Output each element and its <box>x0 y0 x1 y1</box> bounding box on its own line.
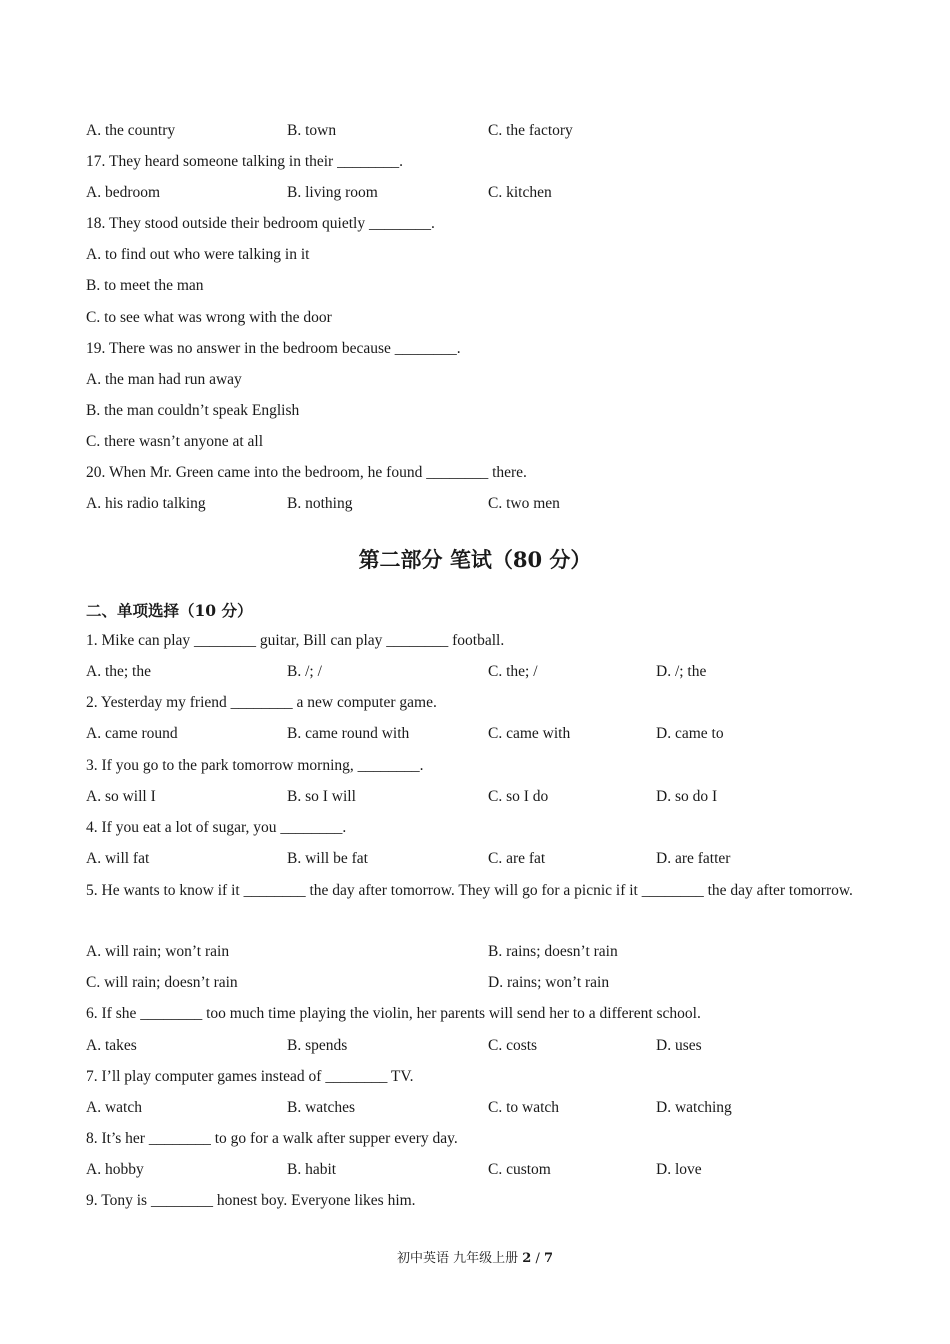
question-1-option-b: B. /; / <box>287 663 322 680</box>
page-footer <box>0 1247 950 1266</box>
question-8-option-b: B. habit <box>287 1161 337 1178</box>
question-8-option-a: A. hobby <box>86 1161 144 1178</box>
question-7-option-d: D. watching <box>656 1099 732 1116</box>
question-3-option-c: C. so I do <box>488 788 549 805</box>
question-1-option-a: A. the; the <box>86 663 151 680</box>
q16-option-c: C. the factory <box>488 122 573 139</box>
question-2-option-a: A. came round <box>86 725 178 742</box>
question-5-option-d: D. rains; won’t rain <box>488 974 610 991</box>
question-4-option-c: C. are fat <box>488 850 546 867</box>
q20-option-c: C. two men <box>488 495 560 512</box>
question-5-option-c: C. will rain; doesn’t rain <box>86 974 238 991</box>
footer-page-total: 7 <box>543 1251 554 1266</box>
footer-page-number: 2 <box>522 1251 532 1266</box>
q20-stem: 20. When Mr. Green came into the bedroom, he found ________ there. <box>86 464 527 481</box>
question-6-option-a: A. takes <box>86 1037 137 1054</box>
footer-subject: 初中英语 九年级上册 <box>396 1251 519 1266</box>
question-5-option-a: A. will rain; won’t rain <box>86 943 230 960</box>
question-7-option-b: B. watches <box>287 1099 356 1116</box>
q16-option-a: A. the country <box>86 122 176 139</box>
q20-option-a: A. his radio talking <box>86 495 206 512</box>
question-4-option-a: A. will fat <box>86 850 150 867</box>
question-1-stem: 1. Mike can play ________ guitar, Bill can play ________ football. <box>86 632 505 649</box>
q19-option-b: B. the man couldn’t speak English <box>86 402 300 419</box>
question-2-option-b: B. came round with <box>287 725 410 742</box>
question-8-option-d: D. love <box>656 1161 702 1178</box>
section-title: 二、单项选择（10 分） <box>86 601 253 620</box>
question-5-stem: 5. He wants to know if it ________ the day after tomorrow. They will go for a picnic if it ________ the day after tomorrow. <box>86 882 853 899</box>
question-4-option-d: D. are fatter <box>656 850 731 867</box>
question-2-option-d: D. came to <box>656 725 724 742</box>
q17-option-b: B. living room <box>287 184 378 201</box>
question-6-stem: 6. If she ________ too much time playing the violin, her parents will send her to a different school. <box>86 1005 701 1022</box>
question-3-stem: 3. If you go to the park tomorrow morning, ________. <box>86 757 424 774</box>
q18-stem: 18. They stood outside their bedroom quietly ________. <box>86 215 435 232</box>
q20-option-b: B. nothing <box>287 495 353 512</box>
q18-option-b: B. to meet the man <box>86 277 204 294</box>
question-3-option-b: B. so I will <box>287 788 356 805</box>
part-title: 第二部分 笔试（80 分） <box>358 547 592 572</box>
q18-option-c: C. to see what was wrong with the door <box>86 309 332 326</box>
question-1-option-c: C. the; / <box>488 663 538 680</box>
question-6-option-b: B. spends <box>287 1037 348 1054</box>
q19-option-a: A. the man had run away <box>86 371 242 388</box>
question-1-option-d: D. /; the <box>656 663 707 680</box>
question-7-option-c: C. to watch <box>488 1099 560 1116</box>
question-3-option-d: D. so do I <box>656 788 718 805</box>
question-3-option-a: A. so will I <box>86 788 156 805</box>
q17-option-a: A. bedroom <box>86 184 161 201</box>
q16-option-b: B. town <box>287 122 337 139</box>
question-7-option-a: A. watch <box>86 1099 142 1116</box>
question-5-option-b: B. rains; doesn’t rain <box>488 943 618 960</box>
question-2-stem: 2. Yesterday my friend ________ a new computer game. <box>86 694 437 711</box>
q17-stem: 17. They heard someone talking in their ________. <box>86 153 403 170</box>
q17-option-c: C. kitchen <box>488 184 552 201</box>
q18-option-a: A. to find out who were talking in it <box>86 246 310 263</box>
q19-option-c: C. there wasn’t anyone at all <box>86 433 264 450</box>
question-6-option-d: D. uses <box>656 1037 702 1054</box>
q19-stem: 19. There was no answer in the bedroom because ________. <box>86 340 461 357</box>
question-8-stem: 8. It’s her ________ to go for a walk after supper every day. <box>86 1130 458 1147</box>
question-6-option-c: C. costs <box>488 1037 538 1054</box>
question-9-stem: 9. Tony is ________ honest boy. Everyone likes him. <box>86 1192 416 1209</box>
question-8-option-c: C. custom <box>488 1161 551 1178</box>
question-2-option-c: C. came with <box>488 725 571 742</box>
question-7-stem: 7. I’ll play computer games instead of ________ TV. <box>86 1068 414 1085</box>
footer-separator: / <box>535 1251 540 1266</box>
question-4-option-b: B. will be fat <box>287 850 368 867</box>
question-4-stem: 4. If you eat a lot of sugar, you ________. <box>86 819 347 836</box>
